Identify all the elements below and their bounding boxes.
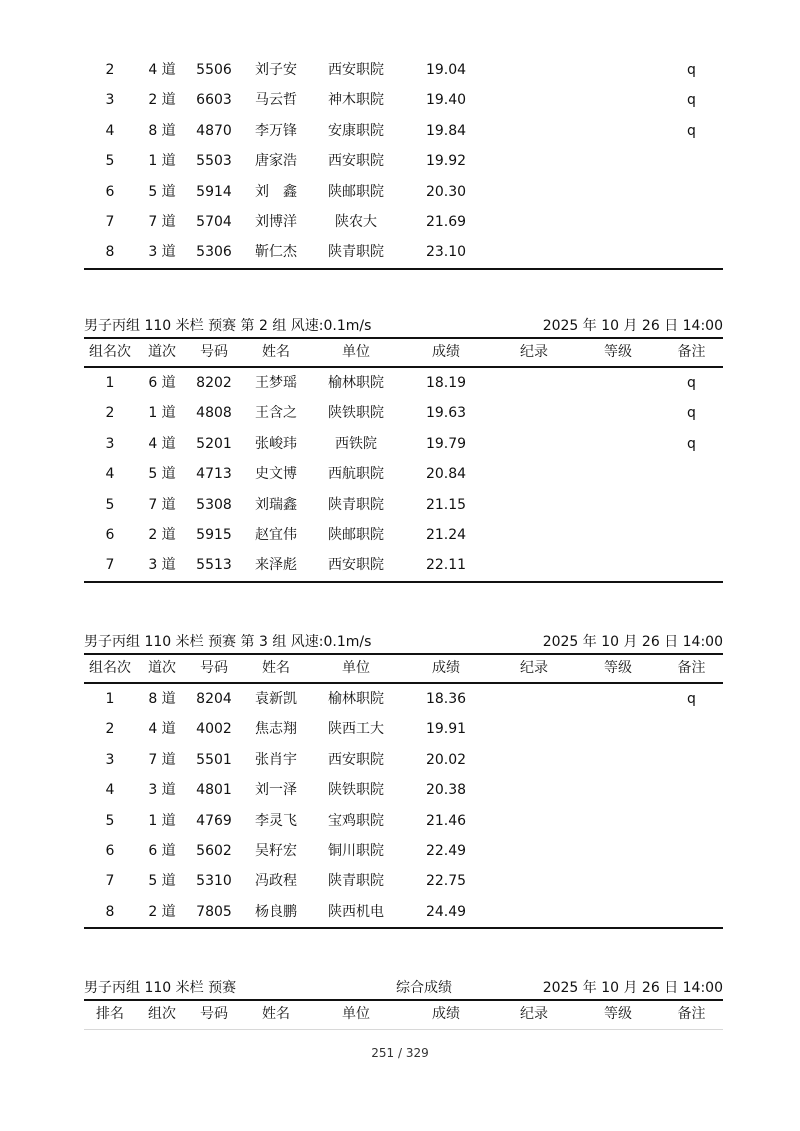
cell-unit: 西安职院: [328, 751, 384, 768]
cell-note: q: [687, 691, 696, 707]
cell-lane: 4 道: [148, 435, 176, 452]
col-header-record: 纪录: [520, 344, 548, 360]
table-header: [84, 999, 723, 1030]
col-header-group: 组次: [148, 1006, 176, 1022]
col-header-note: 备注: [677, 660, 706, 676]
table-header: [84, 653, 723, 684]
cell-rank: 7: [105, 873, 115, 890]
cell-name: 刘 鑫: [255, 183, 297, 200]
col-header-note: 备注: [677, 1006, 706, 1022]
cell-result: 19.40: [425, 92, 467, 109]
cell-result: 20.30: [425, 183, 467, 200]
cell-unit: 西铁院: [335, 435, 377, 452]
col-header-result: 成绩: [432, 1006, 460, 1022]
cell-note: q: [687, 62, 696, 78]
cell-bib: 5310: [196, 873, 232, 890]
table-row: [84, 775, 723, 805]
cell-unit: 陕西工大: [328, 721, 384, 738]
cell-lane: 2 道: [148, 903, 176, 920]
table-row: [84, 368, 723, 398]
cell-bib: 5915: [196, 526, 232, 543]
table-row: [84, 897, 723, 927]
cell-unit: 陕农大: [335, 213, 377, 230]
table-row: [84, 866, 723, 896]
cell-name: 李灵飞: [255, 812, 297, 829]
cell-name: 史文博: [255, 466, 297, 483]
cell-rank: 2: [105, 405, 115, 422]
cell-note: q: [687, 122, 696, 139]
cell-bib: 8204: [196, 691, 232, 707]
cell-name: 吴籽宏: [255, 842, 297, 859]
cell-unit: 安康职院: [328, 122, 384, 139]
cell-lane: 4 道: [148, 62, 176, 78]
col-header-record: 纪录: [520, 1006, 548, 1022]
cell-lane: 7 道: [148, 751, 176, 768]
cell-unit: 陕邮职院: [328, 526, 384, 543]
table-row: [84, 520, 723, 550]
cell-name: 王含之: [255, 405, 297, 422]
cell-result: 20.02: [425, 751, 467, 768]
cell-result: 22.49: [425, 842, 467, 859]
cell-rank: 6: [105, 842, 115, 859]
cell-bib: 7805: [196, 903, 232, 920]
cell-unit: 陕青职院: [328, 496, 384, 513]
cell-lane: 7 道: [148, 213, 176, 230]
cell-rank: 4: [105, 466, 115, 483]
cell-name: 来泽彪: [255, 557, 297, 574]
cell-bib: 5306: [196, 244, 232, 261]
cell-result: 22.11: [425, 557, 467, 574]
cell-result: 21.24: [425, 526, 467, 543]
table-row: [84, 836, 723, 866]
table-row: [84, 177, 723, 207]
cell-lane: 4 道: [148, 721, 176, 738]
cell-bib: 5704: [196, 213, 232, 230]
col-header-lane: 道次: [148, 660, 176, 676]
cell-result: 19.79: [425, 435, 467, 452]
cell-unit: 陕铁职院: [328, 782, 384, 799]
cell-unit: 陕西机电: [328, 903, 384, 920]
col-header-unit: 单位: [342, 660, 370, 676]
heat3-results-table: [84, 653, 723, 929]
cell-bib: 5602: [196, 842, 232, 859]
cell-rank: 4: [105, 122, 115, 139]
cell-unit: 神木职院: [328, 92, 384, 109]
cell-rank: 1: [105, 375, 115, 391]
cell-result: 20.38: [425, 782, 467, 799]
cell-lane: 2 道: [148, 92, 176, 109]
table-row: [84, 85, 723, 115]
heat1-results-table: [84, 55, 723, 270]
cell-bib: 4769: [196, 812, 232, 829]
cell-result: 19.91: [425, 721, 467, 738]
col-header-bib: 号码: [200, 344, 228, 360]
cell-lane: 3 道: [148, 244, 176, 261]
cell-lane: 8 道: [148, 122, 176, 139]
cell-rank: 4: [105, 782, 115, 799]
cell-name: 王梦瑶: [255, 375, 297, 391]
cell-bib: 5308: [196, 496, 232, 513]
cell-bib: 4870: [196, 122, 232, 139]
cell-unit: 西航职院: [328, 466, 384, 483]
col-header-level: 等级: [604, 660, 632, 676]
cell-name: 李万锋: [255, 122, 297, 139]
cell-result: 21.46: [425, 812, 467, 829]
cell-bib: 5914: [196, 183, 232, 200]
cell-lane: 2 道: [148, 526, 176, 543]
heat3-datetime: 2025 年 10 月 26 日 14:00: [542, 634, 723, 650]
cell-result: 18.36: [425, 691, 467, 707]
heat3-title-bar: [84, 631, 723, 651]
table-row: [84, 146, 723, 176]
cell-result: 22.75: [425, 873, 467, 890]
cell-bib: 4002: [196, 721, 232, 738]
cell-name: 冯政程: [255, 873, 297, 890]
table-row: [84, 237, 723, 267]
cell-note: q: [687, 92, 696, 109]
cell-lane: 5 道: [148, 873, 176, 890]
cell-lane: 3 道: [148, 782, 176, 799]
cell-rank: 5: [105, 153, 115, 170]
cell-name: 刘子安: [255, 62, 297, 78]
cell-result: 21.15: [425, 496, 467, 513]
cell-result: 24.49: [425, 903, 467, 920]
col-header-bib: 号码: [200, 1006, 228, 1022]
col-header-result: 成绩: [432, 660, 460, 676]
col-header-lane: 道次: [148, 344, 176, 360]
cell-unit: 榆林职院: [328, 375, 384, 391]
table-row: [84, 745, 723, 775]
cell-unit: 陕青职院: [328, 873, 384, 890]
cell-rank: 1: [105, 691, 115, 707]
cell-bib: 5201: [196, 435, 232, 452]
cell-lane: 6 道: [148, 842, 176, 859]
cell-bib: 6603: [196, 92, 232, 109]
table-row: [84, 429, 723, 459]
cell-result: 20.84: [425, 466, 467, 483]
cell-rank: 5: [105, 812, 115, 829]
table-row: [84, 684, 723, 714]
cell-bib: 4713: [196, 466, 232, 483]
cell-note: q: [687, 435, 696, 452]
cell-name: 赵宜伟: [255, 526, 297, 543]
cell-lane: 3 道: [148, 557, 176, 574]
cell-rank: 7: [105, 213, 115, 230]
col-header-name: 姓名: [262, 660, 290, 676]
cell-result: 19.92: [425, 153, 467, 170]
cell-rank: 3: [105, 92, 115, 109]
cell-unit: 陕邮职院: [328, 183, 384, 200]
cell-name: 刘一泽: [255, 782, 297, 799]
table-row: [84, 714, 723, 744]
cell-unit: 西安职院: [328, 557, 384, 574]
heat2-datetime: 2025 年 10 月 26 日 14:00: [542, 318, 723, 334]
cell-note: q: [687, 405, 696, 422]
cell-bib: 5503: [196, 153, 232, 170]
table-row: [84, 550, 723, 580]
cell-name: 张峻玮: [255, 435, 297, 452]
cell-name: 马云哲: [255, 92, 297, 109]
cell-unit: 陕铁职院: [328, 405, 384, 422]
heat2-title-bar: [84, 315, 723, 335]
cell-result: 19.63: [425, 405, 467, 422]
cell-rank: 8: [105, 903, 115, 920]
cell-unit: 西安职院: [328, 62, 384, 78]
cell-result: 21.69: [425, 213, 467, 230]
cell-rank: 8: [105, 244, 115, 261]
heat2-title: 男子丙组 110 米栏 预赛 第 2 组 风速:0.1m/s: [84, 318, 372, 334]
col-header-name: 姓名: [262, 1006, 290, 1022]
col-header-note: 备注: [677, 344, 706, 360]
cell-name: 袁新凯: [255, 691, 297, 707]
cell-rank: 6: [105, 526, 115, 543]
cell-name: 刘瑞鑫: [255, 496, 297, 513]
table-row: [84, 398, 723, 428]
cell-name: 焦志翔: [255, 721, 297, 738]
col-header-bib: 号码: [200, 660, 228, 676]
col-header-level: 等级: [604, 344, 632, 360]
cell-name: 刘博洋: [255, 213, 297, 230]
table-row: [84, 207, 723, 237]
table-row: [84, 459, 723, 489]
cell-result: 23.10: [425, 244, 467, 261]
cell-lane: 6 道: [148, 375, 176, 391]
table-row: [84, 490, 723, 520]
col-header-group-rank: 组名次: [89, 660, 131, 676]
cell-rank: 5: [105, 496, 115, 513]
overall-title-bar: [84, 977, 723, 997]
cell-bib: 4801: [196, 782, 232, 799]
cell-rank: 6: [105, 183, 115, 200]
cell-lane: 5 道: [148, 466, 176, 483]
cell-lane: 8 道: [148, 691, 176, 707]
cell-unit: 陕青职院: [328, 244, 384, 261]
col-header-level: 等级: [604, 1006, 632, 1022]
cell-bib: 5513: [196, 557, 232, 574]
table-header: [84, 337, 723, 368]
heat3-title: 男子丙组 110 米栏 预赛 第 3 组 风速:0.1m/s: [84, 634, 372, 650]
cell-bib: 5501: [196, 751, 232, 768]
cell-name: 靳仁杰: [255, 244, 297, 261]
overall-datetime: 2025 年 10 月 26 日 14:00: [542, 980, 723, 996]
col-header-name: 姓名: [262, 344, 290, 360]
cell-unit: 榆林职院: [328, 691, 384, 707]
cell-result: 19.84: [425, 122, 467, 139]
cell-unit: 西安职院: [328, 153, 384, 170]
cell-bib: 4808: [196, 405, 232, 422]
heat2-results-table: [84, 337, 723, 583]
table-row: [84, 806, 723, 836]
cell-lane: 1 道: [148, 153, 176, 170]
col-header-unit: 单位: [342, 1006, 370, 1022]
page-number: 251 / 329: [371, 1046, 429, 1060]
cell-lane: 7 道: [148, 496, 176, 513]
col-header-result: 成绩: [432, 344, 460, 360]
overall-title: 男子丙组 110 米栏 预赛: [84, 980, 237, 996]
cell-lane: 1 道: [148, 812, 176, 829]
cell-unit: 宝鸡职院: [328, 812, 384, 829]
cell-rank: 3: [105, 751, 115, 768]
col-header-group-rank: 组名次: [89, 344, 131, 360]
cell-note: q: [687, 375, 696, 391]
overall-results-table: [84, 999, 723, 1030]
cell-rank: 2: [105, 62, 115, 78]
cell-rank: 2: [105, 721, 115, 738]
cell-result: 19.04: [425, 62, 467, 78]
overall-subtitle: 综合成绩: [396, 980, 452, 996]
cell-name: 张肖宇: [255, 751, 297, 768]
cell-result: 18.19: [425, 375, 467, 391]
cell-unit: 铜川职院: [328, 842, 384, 859]
table-row: [84, 55, 723, 85]
cell-lane: 1 道: [148, 405, 176, 422]
col-header-unit: 单位: [342, 344, 370, 360]
col-header-overall-rank: 排名: [96, 1006, 124, 1022]
col-header-record: 纪录: [520, 660, 548, 676]
cell-name: 唐家浩: [255, 153, 297, 170]
cell-bib: 8202: [196, 375, 232, 391]
cell-lane: 5 道: [148, 183, 176, 200]
cell-bib: 5506: [196, 62, 232, 78]
cell-rank: 7: [105, 557, 115, 574]
cell-rank: 3: [105, 435, 115, 452]
table-row: [84, 116, 723, 146]
cell-name: 杨良鹏: [255, 903, 297, 920]
